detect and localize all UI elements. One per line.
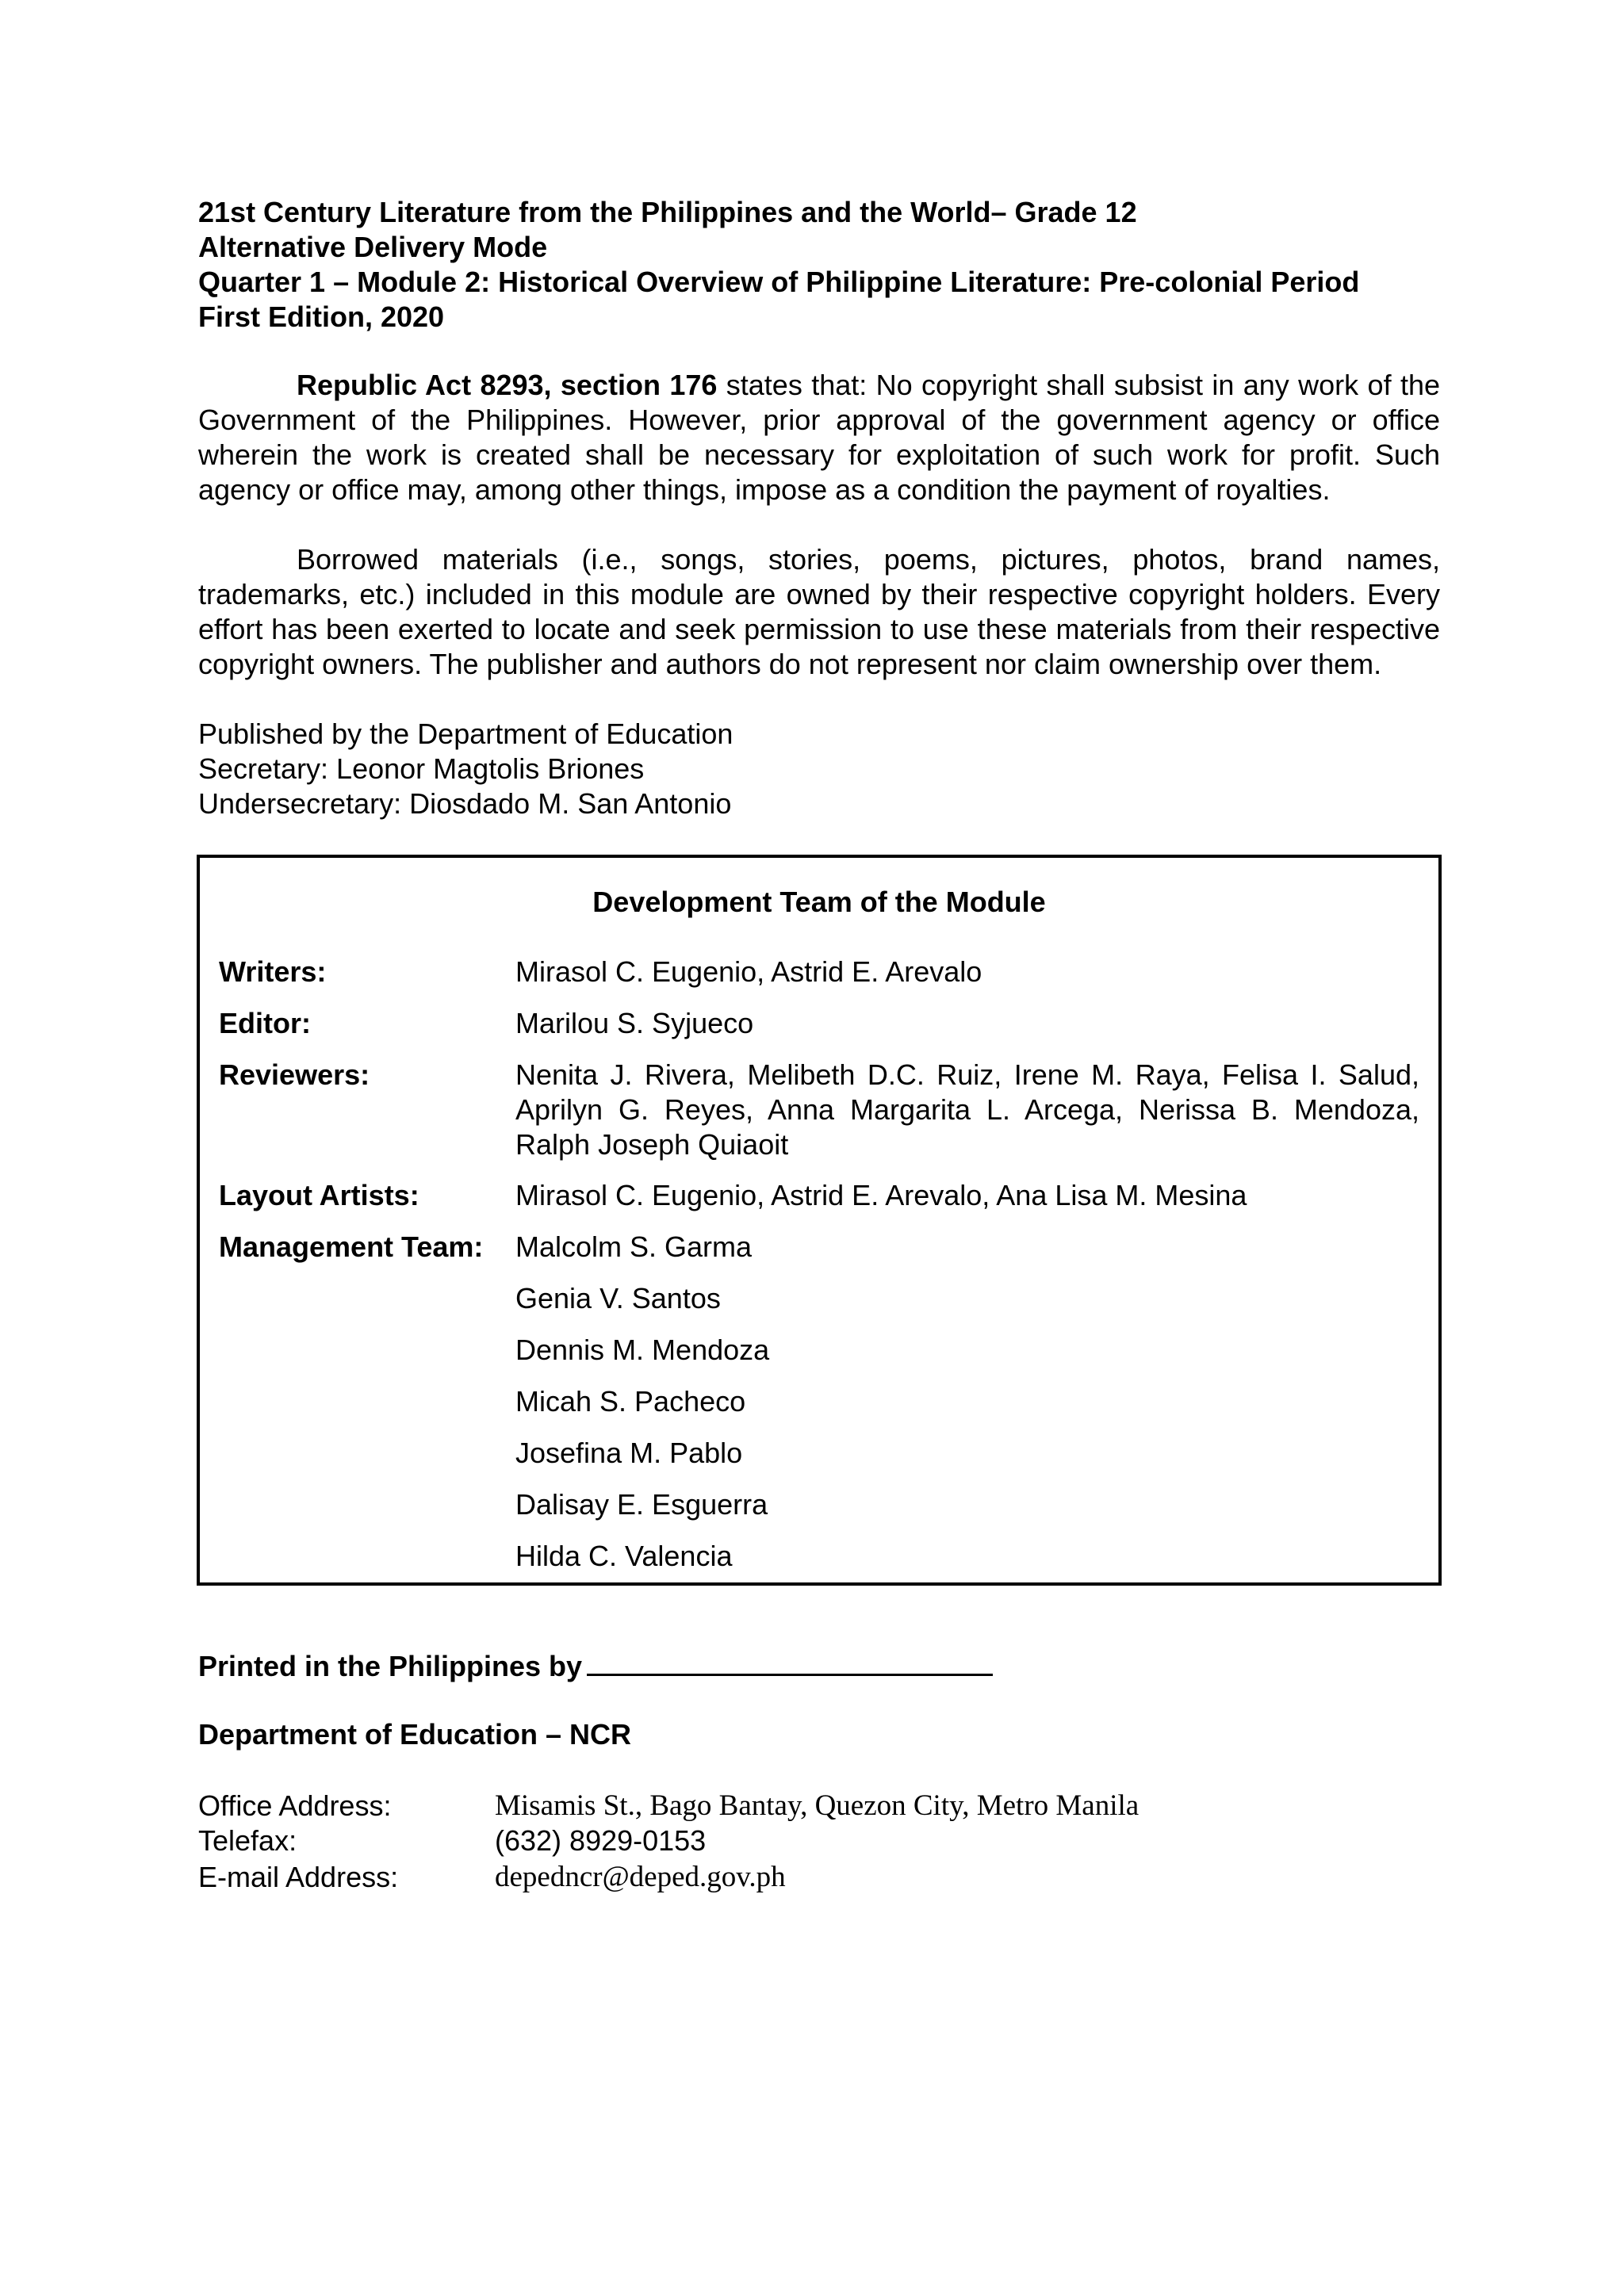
copyright-page (198, 195, 1440, 1586)
office-name: Department of Education – NCR (198, 1718, 632, 1751)
telefax-label: Telefax: (198, 1824, 297, 1857)
edition: First Edition, 2020 (198, 300, 445, 333)
layout-artists-names: Mirasol C. Eugenio, Astrid E. Arevalo, Ana Lisa M. Mesina (515, 1179, 1247, 1211)
management-member: Josefina M. Pablo (515, 1437, 743, 1469)
module-title: Quarter 1 – Module 2: Historical Overview of Philippine Literature: Pre-colonial Period (198, 266, 1360, 298)
office-address-value: Misamis St., Bago Bantay, Quezon City, Metro Manila (495, 1789, 1139, 1822)
layout-artists-label: Layout Artists: (219, 1179, 419, 1211)
telefax-value: (632) 8929-0153 (495, 1824, 707, 1857)
copyright-law-paragraph (198, 368, 1440, 507)
secretary: Secretary: Leonor Magtolis Briones (198, 752, 645, 785)
management-member: Dalisay E. Esguerra (515, 1488, 768, 1521)
undersecretary: Undersecretary: Diosdado M. San Antonio (198, 787, 732, 820)
team-title: Development Team of the Module (592, 886, 1046, 918)
reviewers-names: Nenita J. Rivera, Melibeth D.C. Ruiz, Irene M. Raya, Felisa I. Salud, Aprilyn G. Reyes, Anna Margarita L. Arcega, Nerissa B. Mendoza, Ralph Joseph Quiaoit (515, 1058, 1419, 1161)
writers-names: Mirasol C. Eugenio, Astrid E. Arevalo (515, 955, 982, 988)
editor-name: Marilou S. Syjueco (515, 1007, 754, 1039)
module-subject-title: 21st Century Literature from the Philippines and the World– Grade 12 (198, 196, 1137, 228)
development-team-box (197, 855, 1442, 1586)
law-reference: Republic Act 8293, section 176 (297, 369, 718, 401)
management-member: Dennis M. Mendoza (515, 1334, 770, 1366)
management-member: Genia V. Santos (515, 1282, 721, 1314)
management-member: Hilda C. Valencia (515, 1540, 733, 1572)
email-label: E-mail Address: (198, 1861, 399, 1893)
management-member: Malcolm S. Garma (515, 1230, 753, 1263)
delivery-mode: Alternative Delivery Mode (198, 231, 548, 263)
published-by: Published by the Department of Education (198, 718, 733, 750)
printed-by-line (198, 1649, 993, 1684)
reviewers-label: Reviewers: (219, 1058, 370, 1091)
management-team-label: Management Team: (219, 1230, 484, 1263)
editor-label: Editor: (219, 1007, 311, 1039)
management-member: Micah S. Pacheco (515, 1385, 746, 1418)
office-address-label: Office Address: (198, 1789, 392, 1822)
printed-by-label: Printed in the Philippines by (198, 1650, 583, 1682)
law-text: states that: No copyright shall subsist in any work of the Government of the Philippines. However, prior approval of the government agency or office wherein the work is created shall be necessary for exploitation of such work for profit. Such agency or office may, among other things, impose as a condition the payment of royalties. (198, 369, 1440, 506)
writers-label: Writers: (219, 955, 327, 988)
borrowed-materials-paragraph: Borrowed materials (i.e., songs, stories, poems, pictures, photos, brand names, trademarks, etc.) included in this module are owned by their respective copyright holders. Every effort has been exerted to locate and seek permission to use these materials from their respective copyright owners. The publisher and authors do not represent nor claim ownership over them. (198, 543, 1440, 680)
email-value: depedncr@deped.gov.ph (495, 1861, 786, 1893)
printer-blank (587, 1650, 993, 1676)
